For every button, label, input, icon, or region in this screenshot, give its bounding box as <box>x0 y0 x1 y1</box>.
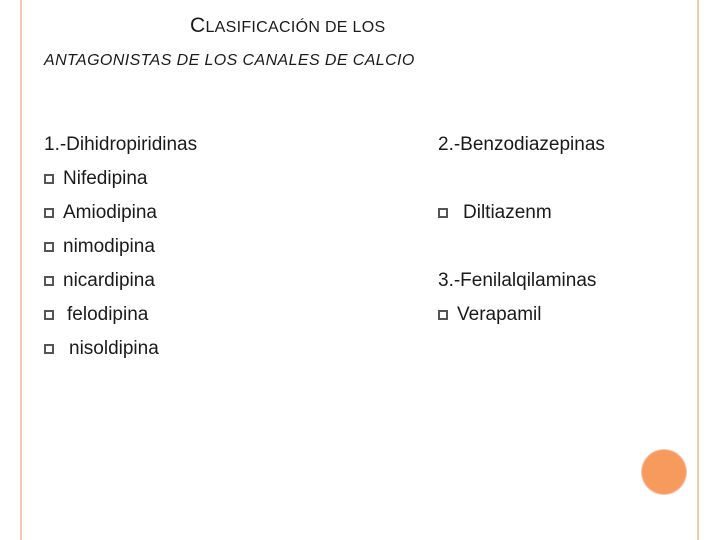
right-column <box>438 128 605 332</box>
slide-title-line2: ANTAGONISTAS DE LOS CANALES DE CALCIO <box>44 52 415 69</box>
list-item: Nifedipina <box>44 162 197 196</box>
square-bullet-icon <box>44 344 54 354</box>
fenilalqilaminas-list <box>438 298 605 332</box>
left-column <box>44 128 197 366</box>
square-bullet-icon <box>438 310 448 320</box>
square-bullet-icon <box>44 276 54 286</box>
square-bullet-icon <box>44 174 54 184</box>
list-item: Diltiazenm <box>438 196 605 230</box>
square-bullet-icon <box>44 242 54 252</box>
slide-title-line1 <box>190 14 385 38</box>
list-item: nicardipina <box>44 264 197 298</box>
list-item: felodipina <box>44 298 197 332</box>
left-edge-line <box>20 0 22 540</box>
dihidropiridinas-heading: 1.-Dihidropiridinas <box>44 134 198 155</box>
orange-circle-decoration <box>642 450 686 494</box>
square-bullet-icon <box>44 310 54 320</box>
list-item: nimodipina <box>44 230 197 264</box>
dihidropiridinas-list <box>44 162 197 366</box>
fenilalqilaminas-heading: 3.-Fenilalqilaminas <box>438 270 597 291</box>
list-item: Amiodipina <box>44 196 197 230</box>
title-rest: LASIFICACIÓN DE LOS <box>205 19 386 36</box>
benzodiazepinas-list <box>438 196 605 230</box>
square-bullet-icon <box>44 208 54 218</box>
benzodiazepinas-heading: 2.-Benzodiazepinas <box>438 134 605 155</box>
right-edge-line <box>697 0 699 540</box>
list-item: nisoldipina <box>44 332 197 366</box>
title-initial: C <box>190 14 206 37</box>
square-bullet-icon <box>438 208 448 218</box>
list-item: Verapamil <box>438 298 605 332</box>
